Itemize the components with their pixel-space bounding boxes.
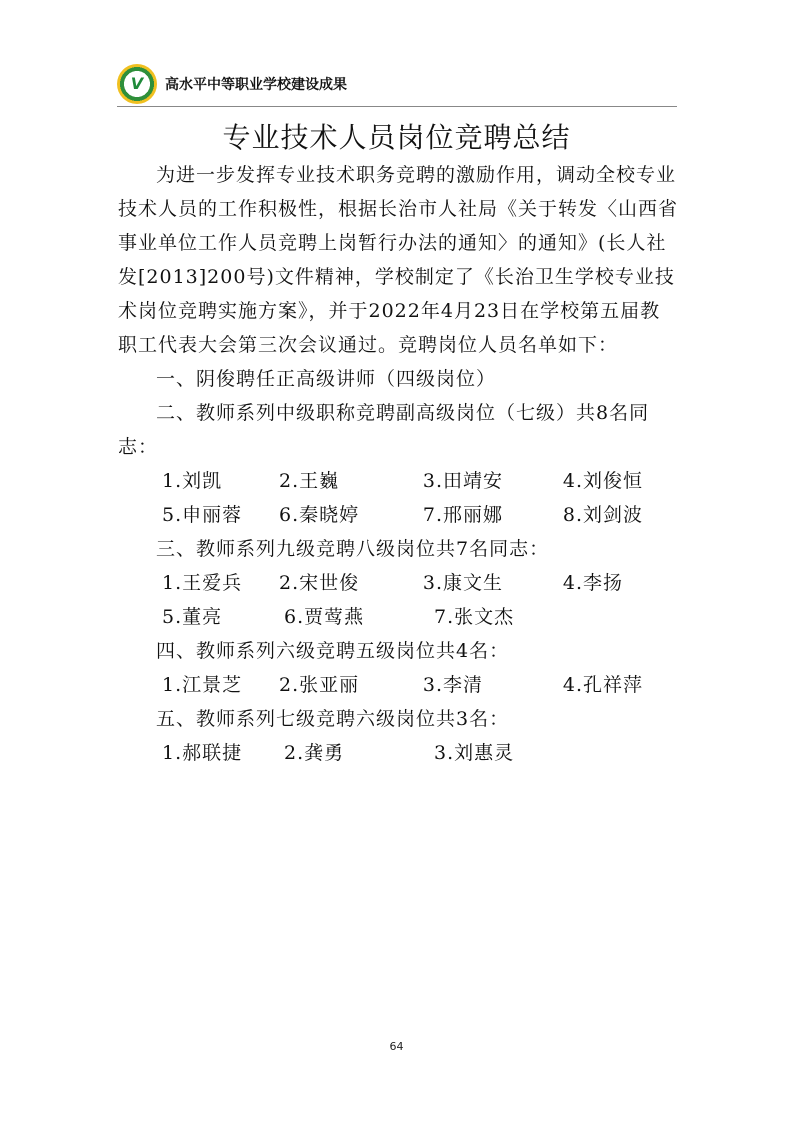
person-name: 3.康文生 (422, 572, 504, 594)
person-name: 6.秦晓婷 (279, 504, 360, 526)
name-row (118, 736, 678, 770)
person-name: 2.王巍 (279, 470, 340, 492)
document-body (118, 158, 678, 770)
person-name: 7.张文杰 (434, 606, 515, 628)
sections (118, 362, 678, 770)
person-name: 1.郝联捷 (162, 742, 243, 764)
section-heading: 三、教师系列九级竞聘八级岗位共7名同志： (156, 538, 550, 560)
header-divider (117, 106, 677, 107)
name-row (118, 464, 678, 498)
person-name: 3.田靖安 (422, 470, 504, 492)
person-name: 8.刘剑波 (562, 504, 644, 526)
person-name: 5.董亮 (162, 606, 223, 628)
name-row (118, 668, 678, 702)
page-number: 64 (389, 1040, 404, 1053)
school-logo-icon: V (117, 64, 157, 104)
name-row (118, 566, 678, 600)
document-title: 专业技术人员岗位竞聘总结 (222, 121, 571, 154)
person-name: 3.李清 (422, 674, 484, 696)
person-name: 2.宋世俊 (279, 572, 360, 594)
person-name: 4.刘俊恒 (562, 470, 644, 492)
section-heading: 二、教师系列中级职称竞聘副高级岗位（七级）共8名同志： (118, 402, 650, 458)
name-row (118, 600, 678, 634)
name-row (118, 498, 678, 532)
person-name: 3.刘惠灵 (434, 742, 515, 764)
person-name: 2.张亚丽 (279, 674, 360, 696)
section-heading: 四、教师系列六级竞聘五级岗位共4名： (156, 640, 510, 662)
person-name: 4.李扬 (562, 572, 624, 594)
person-name: 7.邢丽娜 (422, 504, 504, 526)
person-name: 4.孔祥萍 (562, 674, 644, 696)
person-name: 1.江景芝 (162, 674, 243, 696)
intro-paragraph: 为进一步发挥专业技术职务竞聘的激励作用，调动全校专业技术人员的工作积极性，根据长治市人社局《关于转发〈山西省事业单位工作人员竞聘上岗暂行办法的通知〉的通知》(长人社发[2013]200号)文件精神，学校制定了《长治卫生学校专业技术岗位竞聘实施方案》，并于2022年4月23日在学校第五届教职工代表大会第三次会议通过。竞聘岗位人员名单如下： (118, 164, 679, 356)
section-heading: 一、阴俊聘任正高级讲师（四级岗位） (156, 368, 497, 390)
person-name: 1.刘凯 (162, 470, 223, 492)
page-header (117, 64, 347, 104)
section-heading: 五、教师系列七级竞聘六级岗位共3名： (156, 708, 510, 730)
person-name: 5.申丽蓉 (162, 504, 243, 526)
header-title: 高水平中等职业学校建设成果 (165, 77, 347, 93)
person-name: 1.王爱兵 (162, 572, 243, 594)
person-name: 2.龚勇 (284, 742, 345, 764)
person-name: 6.贾莺燕 (284, 606, 365, 628)
